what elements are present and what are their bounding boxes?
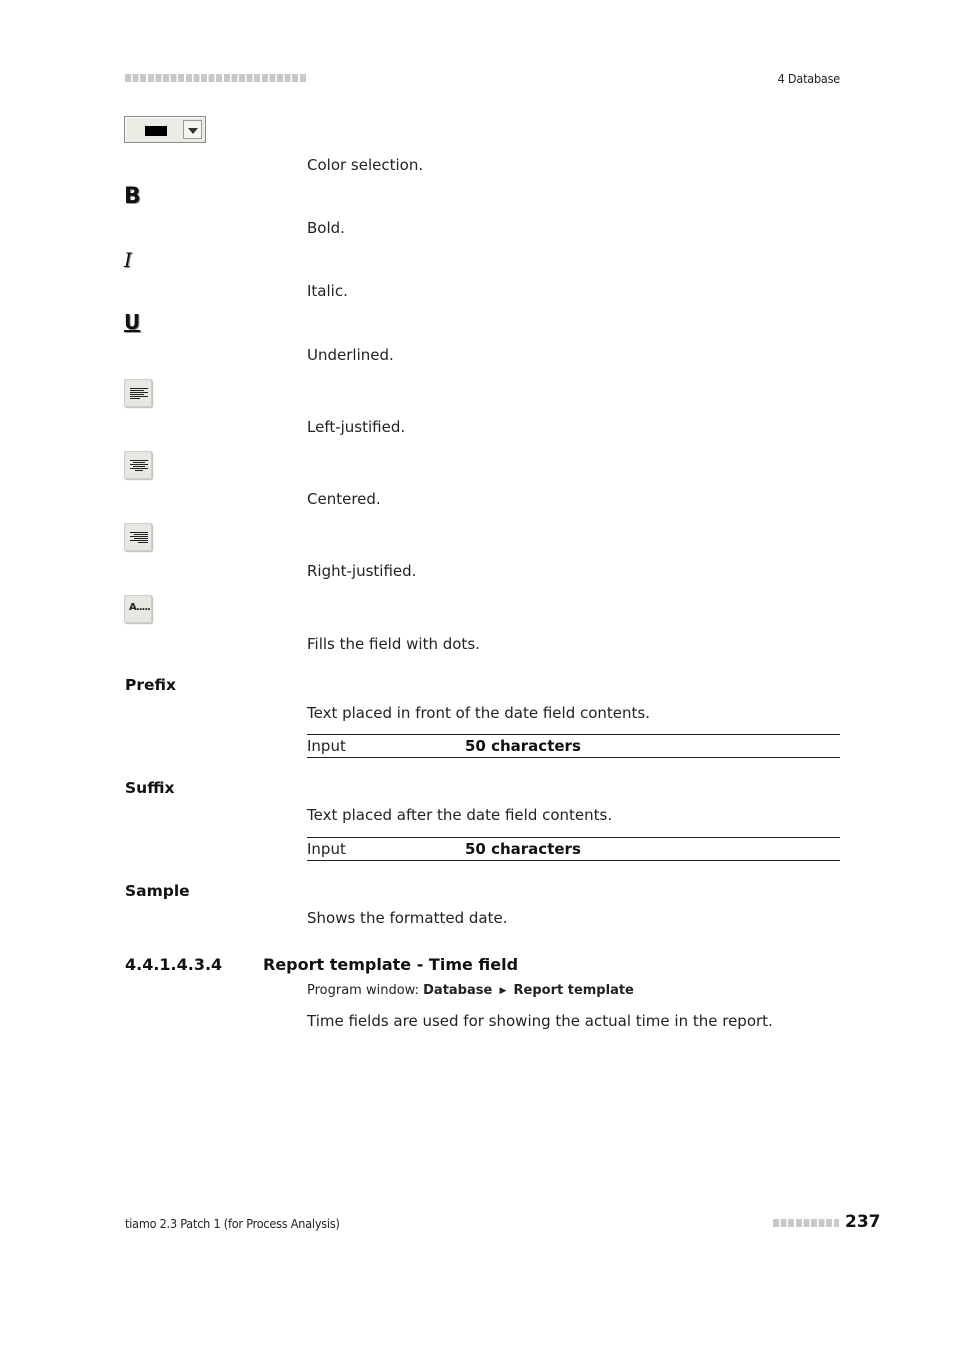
program-window-path [307, 983, 634, 998]
suffix-description: Text placed after the date field contents. [307, 806, 613, 824]
table-key: Input [307, 737, 346, 755]
header-decoration-dots [125, 74, 307, 82]
sample-description: Shows the formatted date. [307, 909, 508, 927]
table-key: Input [307, 840, 346, 858]
align-center-icon [124, 451, 152, 479]
table-value: 50 characters [465, 737, 581, 755]
path-separator-icon: ▶ [499, 986, 507, 996]
prefix-description: Text placed in front of the date field contents. [307, 704, 650, 722]
suffix-input-table [307, 837, 840, 861]
item-description-fill-dots: Fills the field with dots. [307, 635, 480, 653]
footer-decoration-dots [773, 1219, 839, 1227]
italic-icon: I [124, 248, 132, 272]
path-item-report-template: Report template [513, 983, 634, 998]
chevron-down-icon [183, 120, 202, 139]
prefix-input-table [307, 734, 840, 758]
color-swatch [145, 126, 167, 136]
term-suffix: Suffix [125, 779, 175, 797]
item-description-underline: Underlined. [307, 346, 394, 364]
item-description-align-left: Left-justified. [307, 418, 406, 436]
underline-icon: U [124, 310, 141, 334]
item-description-italic: Italic. [307, 282, 348, 300]
term-sample: Sample [125, 882, 190, 900]
item-description-color: Color selection. [307, 156, 424, 174]
item-description-bold: Bold. [307, 219, 345, 237]
section-number: 4.4.1.4.3.4 [125, 955, 223, 974]
align-right-icon [124, 523, 152, 551]
color-selection-widget [124, 116, 206, 143]
path-prefix: Program window: [307, 983, 419, 998]
align-left-icon [124, 379, 152, 407]
fill-dots-glyph: A..... [129, 602, 150, 613]
chapter-title: 4 Database [777, 71, 840, 86]
bold-icon: B [124, 184, 141, 209]
fill-dots-icon [124, 595, 152, 623]
section-body: Time fields are used for showing the actual time in the report. [307, 1012, 773, 1030]
item-description-align-center: Centered. [307, 490, 381, 508]
section-title: Report template - Time field [263, 955, 519, 974]
page-number: 237 [845, 1212, 881, 1232]
term-prefix: Prefix [125, 676, 177, 694]
footer-product: tiamo 2.3 Patch 1 (for Process Analysis) [125, 1216, 340, 1231]
path-item-database: Database [423, 983, 493, 998]
table-value: 50 characters [465, 840, 581, 858]
item-description-align-right: Right-justified. [307, 562, 417, 580]
